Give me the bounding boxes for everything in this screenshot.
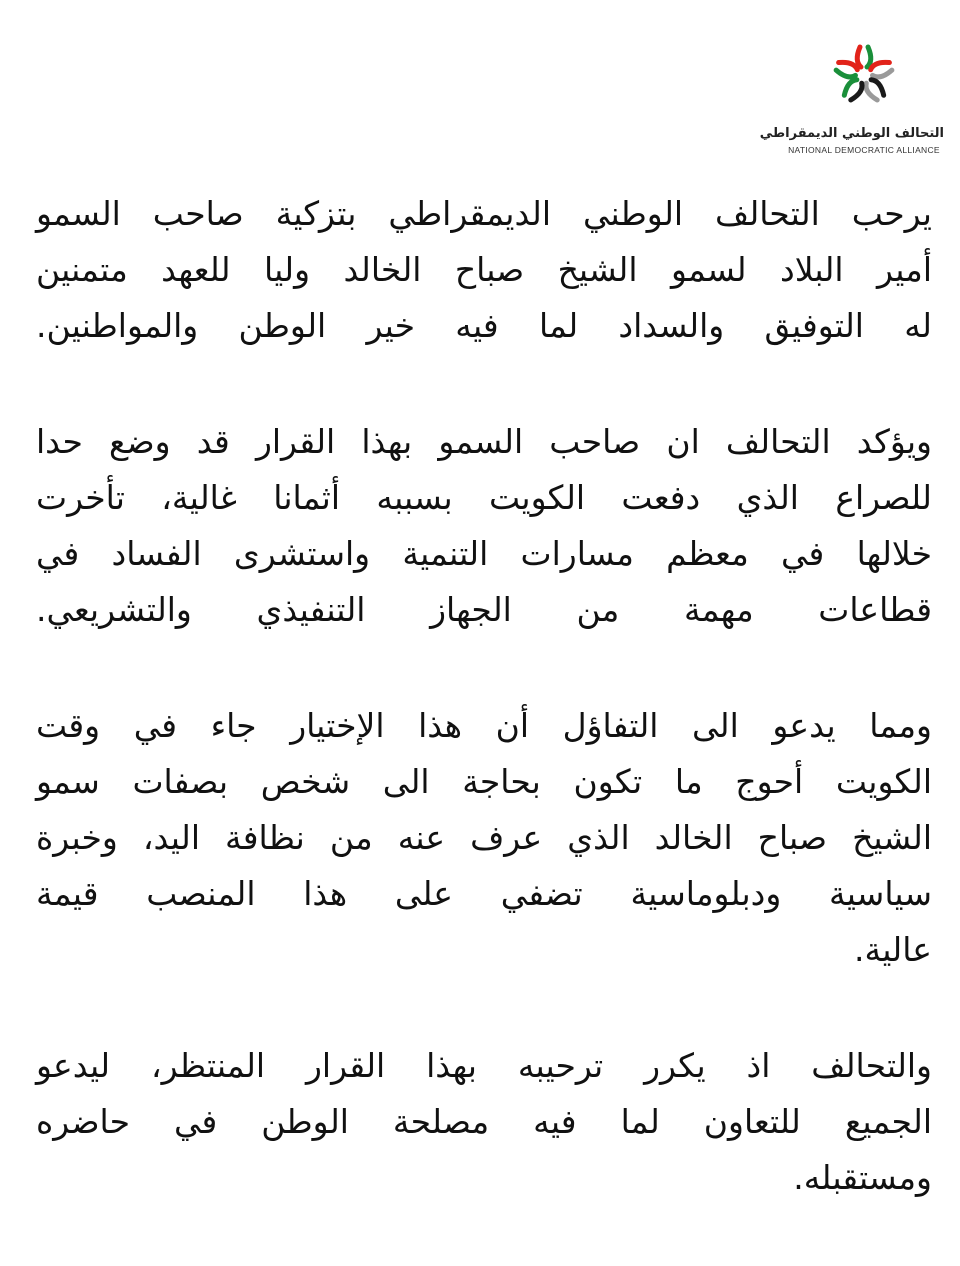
- statement-paragraph-3: [36, 698, 932, 978]
- statement-line: قطاعات مهمة من الجهاز التنفيذي والتشريعي.: [36, 590, 932, 629]
- emblem-petal-green-4: [842, 77, 857, 95]
- statement-line: للصراع الذي دفعت الكويت بسببه أثمانا غالية، تأخرت: [36, 478, 932, 517]
- statement-line: الكويت أحوج ما تكون بحاجة الى شخص بصفات سمو: [36, 762, 932, 801]
- statement-line: الجميع للتعاون لما فيه مصلحة الوطن في حاضره: [36, 1102, 932, 1141]
- statement-line: يرحب التحالف الوطني الديمقراطي بتزكية صاحب السمو: [36, 194, 932, 233]
- emblem-petals: [835, 47, 892, 102]
- statement-line: الشيخ صباح الخالد الذي عرف عنه من نظافة اليد، وخبرة: [36, 818, 932, 857]
- emblem-petal-gray-3: [863, 83, 878, 101]
- emblem-petal-red-1: [857, 47, 861, 67]
- statement-line: ومما يدعو الى التفاؤل أن هذا الإختيار جاء في وقت: [36, 706, 932, 745]
- statement-paragraph-2: [36, 414, 932, 638]
- statement-line: عالية.: [854, 930, 932, 969]
- alliance-logo: [759, 30, 944, 155]
- emblem-petal-gray-2: [873, 69, 893, 79]
- statement-line: أمير البلاد لسمو الشيخ صباح الخالد وليا للعهد متمنين: [36, 250, 932, 289]
- emblem-petal-black-4: [850, 83, 865, 101]
- statement-line: له التوفيق والسداد لما فيه خير الوطن والمواطنين.: [36, 306, 932, 345]
- statement-paragraph-1: [36, 186, 932, 354]
- statement-line: والتحالف اذ يكرر ترحيبه بهذا القرار المنتظر، ليدعو: [36, 1046, 932, 1085]
- statement-body: [36, 186, 932, 1266]
- statement-line: سياسية ودبلوماسية تضفي على هذا المنصب قيمة: [36, 874, 932, 913]
- emblem-petal-green-1: [867, 47, 871, 67]
- alliance-emblem-icon: [819, 30, 909, 120]
- emblem-petal-black-3: [871, 77, 886, 95]
- statement-paragraph-4: [36, 1038, 932, 1206]
- statement-line: ومستقبله.: [793, 1158, 932, 1197]
- logo-name-arabic: التحالف الوطني الديمقراطي: [759, 126, 944, 141]
- statement-line: ويؤكد التحالف ان صاحب السمو بهذا القرار قد وضع حدا: [36, 422, 932, 461]
- logo-name-english: NATIONAL DEMOCRATIC ALLIANCE: [788, 145, 940, 155]
- statement-line: خلالها في معظم مسارات التنمية واستشرى الفساد في: [36, 534, 932, 573]
- emblem-petal-green-5: [835, 69, 855, 79]
